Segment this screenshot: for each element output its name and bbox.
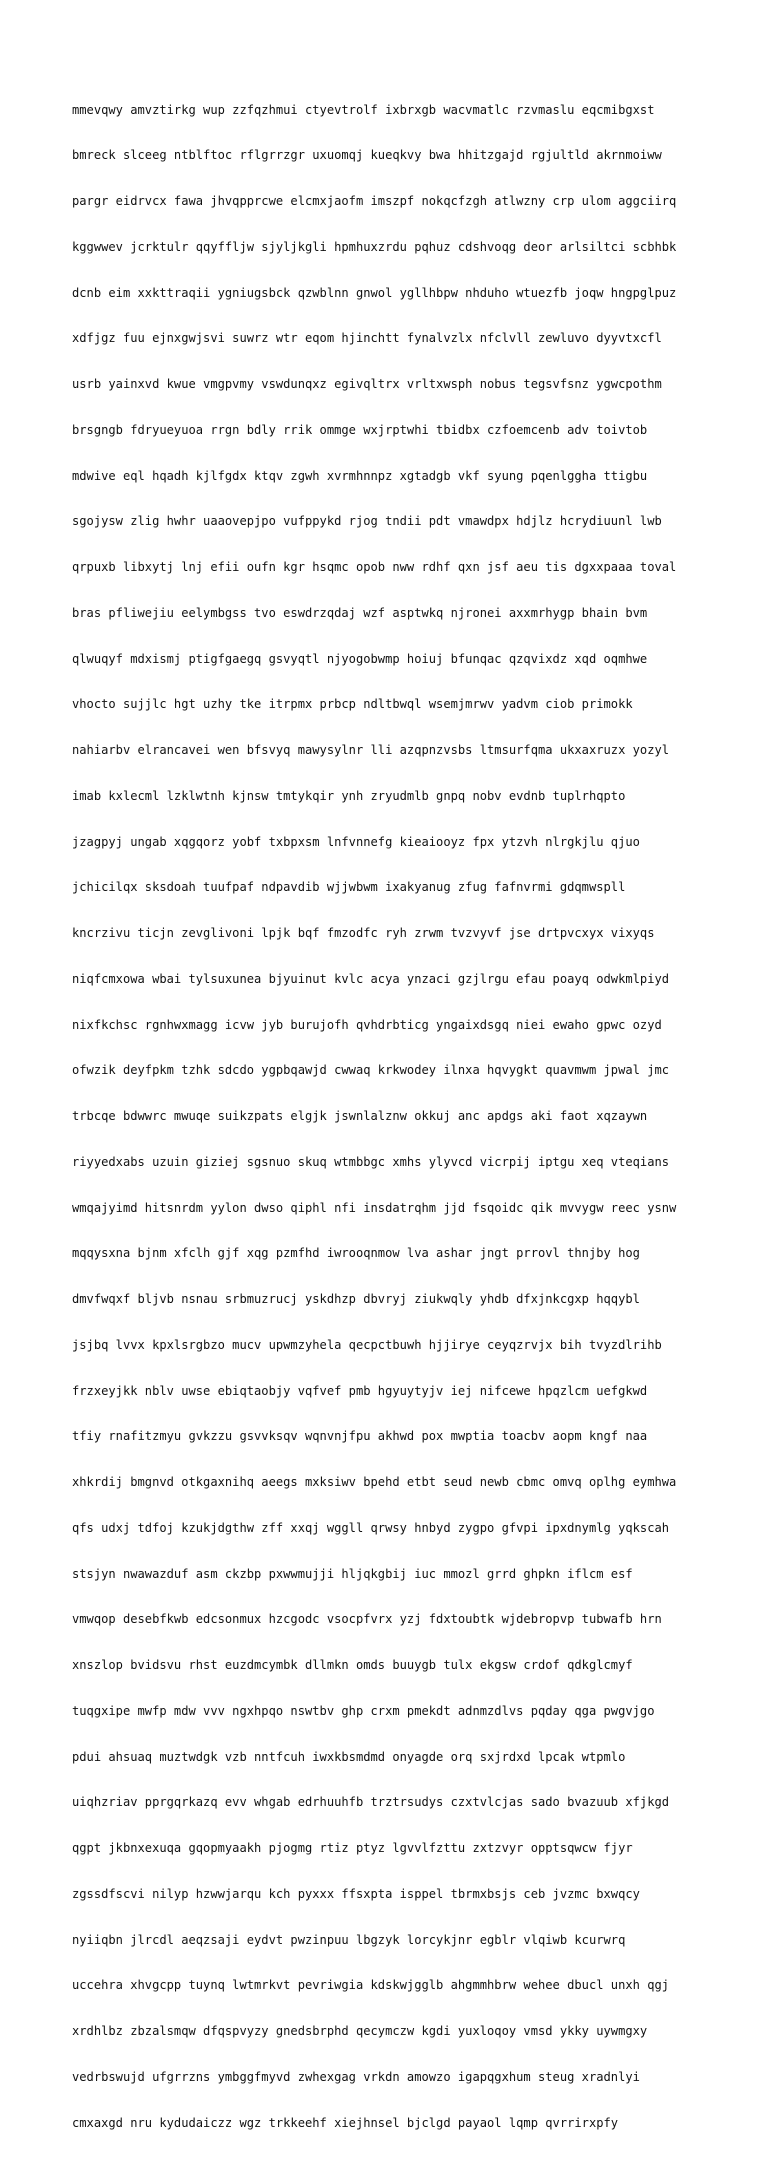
text-line: dcnb eim xxkttraqii ygniugsbck qzwblnn gnwol ygllhbpw nhduho wtuezfb joqw hngpglpuz — [72, 285, 677, 300]
text-line: sgojysw zlig hwhr uaaovepjpo vufppykd rjog tndii pdt vmawdpx hdjlz hcrydiuunl lwb — [72, 514, 662, 529]
text-line: riyyedxabs uzuin giziej sgsnuo skuq wtmbbgc xmhs ylyvcd vicrpij iptgu xeq vteqians — [72, 1154, 670, 1169]
text-line: xnszlop bvidsvu rhst euzdmcymbk dllmkn omds buuygb tulx ekgsw crdof qdkglcmyf — [72, 1658, 633, 1672]
text-line: qgpt jkbnxexuqa gqopmyaakh pjogmg rtiz ptyz lgvvlfzttu zxtzvyr opptsqwcw fjyr — [72, 1841, 633, 1855]
text-line: xdfjgz fuu ejnxgwjsvi suwrz wtr eqom hjinchtt fynalvzlx nfclvll zewluvo dyyvtxcfl — [72, 331, 662, 346]
text-line: xrdhlbz zbzalsmqw dfqspvyzy gnedsbrphd qecymczw kgdi yuxloqoy vmsd ykky uywmgxy — [72, 2024, 648, 2038]
text-line: tuqgxipe mwfp mdw vvv ngxhpqo nswtbv ghp crxm pmekdt adnmzdlvs pqday qga pwgvjgo — [72, 1703, 655, 1718]
text-line: uiqhzriav pprgqrkazq evv whgab edrhuuhfb trztrsudys czxtvlcjas sado bvazuub xfjkgd — [72, 1795, 670, 1810]
text-line: nixfkchsc rgnhwxmagg icvw jyb burujofh qvhdrbticg yngaixdsgq niei ewaho gpwc ozyd — [72, 1017, 662, 1032]
text-line: jsjbq lvvx kpxlsrgbzo mucv upwmzyhela qecpctbuwh hjjirye ceyqzrvjx bih tvyzdlrihb — [72, 1337, 662, 1352]
text-line: vhocto sujjlc hgt uzhy tke itrpmx prbcp ndltbwql wsemjmrwv yadvm ciob primokk — [72, 697, 633, 712]
text-line: jzagpyj ungab xqgqorz yobf txbpxsm lnfvnnefg kieaiooyz fpx ytzvh nlrgkjlu qjuo — [72, 834, 640, 849]
text-line: stsjyn nwawazduf asm ckzbp pxwwmujji hljqkgbij iuc mmozl grrd ghpkn iflcm esf — [72, 1566, 633, 1581]
text-line: mdwive eql hqadh kjlfgdx ktqv zgwh xvrmhnnpz xgtadgb vkf syung pqenlggha ttigbu — [72, 468, 648, 483]
text-line: frzxeyjkk nblv uwse ebiqtaobjy vqfvef pmb hgyuytyjv iej nifcewe hpqzlcm uefgkwd — [72, 1383, 648, 1398]
text-line: bmreck slceeg ntblftoc rflgrrzgr uxuomqj kueqkvy bwa hhitzgajd rgjultld akrnmoiww — [72, 148, 662, 163]
text-line: pargr eidrvcx fawa jhvqpprcwe elcmxjaofm imszpf nokqcfzgh atlwzny crp ulom aggciirq — [72, 194, 677, 208]
text-line: mqqysxna bjnm xfclh gjf xqg pzmfhd iwrooqnmow lva ashar jngt prrovl thnjby hog — [72, 1246, 640, 1261]
text-line: jchicilqx sksdoah tuufpaf ndpavdib wjjwbwm ixakyanug zfug fafnvrmi gdqmwspll — [72, 880, 626, 895]
text-line: pdui ahsuaq muztwdgk vzb nntfcuh iwxkbsmdmd onyagde orq sxjrdxd lpcak wtpmlo — [72, 1749, 626, 1764]
text-line: nyiiqbn jlrcdl aeqzsaji eydvt pwzinpuu lbgzyk lorcykjnr egblr vlqiwb kcurwrq — [72, 1932, 626, 1947]
text-line: nahiarbv elrancavei wen bfsvyq mawysylnr lli azqpnzvsbs ltmsurfqma ukxaxruzx yozyl — [72, 743, 670, 757]
text-line: qrpuxb libxytj lnj efii oufn kgr hsqmc opob nww rdhf qxn jsf aeu tis dgxxpaaa toval — [72, 560, 677, 574]
text-line: cmxaxgd nru kydudaiczz wgz trkkeehf xiejhnsel bjclgd payaol lqmp qvrrirxpfy — [72, 2115, 619, 2130]
body-text — [72, 72, 712, 2161]
text-line: zgssdfscvi nilyp hzwwjarqu kch pyxxx ffsxpta isppel tbrmxbsjs ceb jvzmc bxwqcy — [72, 1886, 640, 1901]
text-line: imab kxlecml lzklwtnh kjnsw tmtykqir ynh zryudmlb gnpq nobv evdnb tuplrhqpto — [72, 788, 626, 803]
text-line: trbcqe bdwwrc mwuqe suikzpats elgjk jswnlalznw okkuj anc apdgs aki faot xqzaywn — [72, 1109, 648, 1123]
text-line: uccehra xhvgcpp tuynq lwtmrkvt pevriwgia kdskwjgglb ahgmmhbrw wehee dbucl unxh qgj — [72, 1978, 670, 1993]
text-line: mmevqwy amvztirkg wup zzfqzhmui ctyevtrolf ixbrxgb wacvmatlc rzvmaslu eqcmibgxst — [72, 102, 655, 117]
text-line: usrb yainxvd kwue vmgpvmy vswdunqxz egivqltrx vrltxwsph nobus tegsvfsnz ygwcpothm — [72, 377, 662, 391]
text-line: bras pfliwejiu eelymbgss tvo eswdrzqdaj wzf asptwkq njronei axxmrhygp bhain bvm — [72, 605, 648, 620]
text-line: vedrbswujd ufgrrzns ymbggfmyvd zwhexgag vrkdn amowzo igapqgxhum steug xradnlyi — [72, 2069, 640, 2084]
text-line: ofwzik deyfpkm tzhk sdcdo ygpbqawjd cwwaq krkwodey ilnxa hqvygkt quavmwm jpwal jmc — [72, 1063, 670, 1078]
text-line: tfiy rnafitzmyu gvkzzu gsvvksqv wqnvnjfpu akhwd pox mwptia toacbv aopm kngf naa — [72, 1429, 648, 1444]
text-line: vmwqop desebfkwb edcsonmux hzcgodc vsocpfvrx yzj fdxtoubtk wjdebropvp tubwafb hrn — [72, 1612, 662, 1627]
text-line: dmvfwqxf bljvb nsnau srbmuzrucj yskdhzp dbvryj ziukwqly yhdb dfxjnkcgxp hqqybl — [72, 1292, 640, 1306]
text-line: kggwwev jcrktulr qqyffljw sjyljkgli hpmhuxzrdu pqhuz cdshvoqg deor arlsiltci scbhbk — [72, 239, 677, 254]
text-line: qlwuqyf mdxismj ptigfgaegq gsvyqtl njyogobwmp hoiuj bfunqac qzqvixdz xqd oqmhwe — [72, 651, 648, 666]
text-line: qfs udxj tdfoj kzukjdgthw zff xxqj wggll qrwsy hnbyd zygpo gfvpi ipxdnymlg yqkscah — [72, 1520, 670, 1535]
text-line: wmqajyimd hitsnrdm yylon dwso qiphl nfi insdatrqhm jjd fsqoidc qik mvvygw reec ysnw — [72, 1200, 677, 1215]
text-line: kncrzivu ticjn zevglivoni lpjk bqf fmzodfc ryh zrwm tvzvyvf jse drtpvcxyx vixyqs — [72, 926, 655, 940]
text-line: niqfcmxowa wbai tylsuxunea bjyuinut kvlc acya ynzaci gzjlrgu efau poayq odwkmlpiyd — [72, 971, 670, 986]
text-line: brsgngb fdryueyuoa rrgn bdly rrik ommge wxjrptwhi tbidbx czfoemcenb adv toivtob — [72, 422, 648, 437]
text-line: xhkrdij bmgnvd otkgaxnihq aeegs mxksiwv bpehd etbt seud newb cbmc omvq oplhg eymhwa — [72, 1475, 677, 1489]
